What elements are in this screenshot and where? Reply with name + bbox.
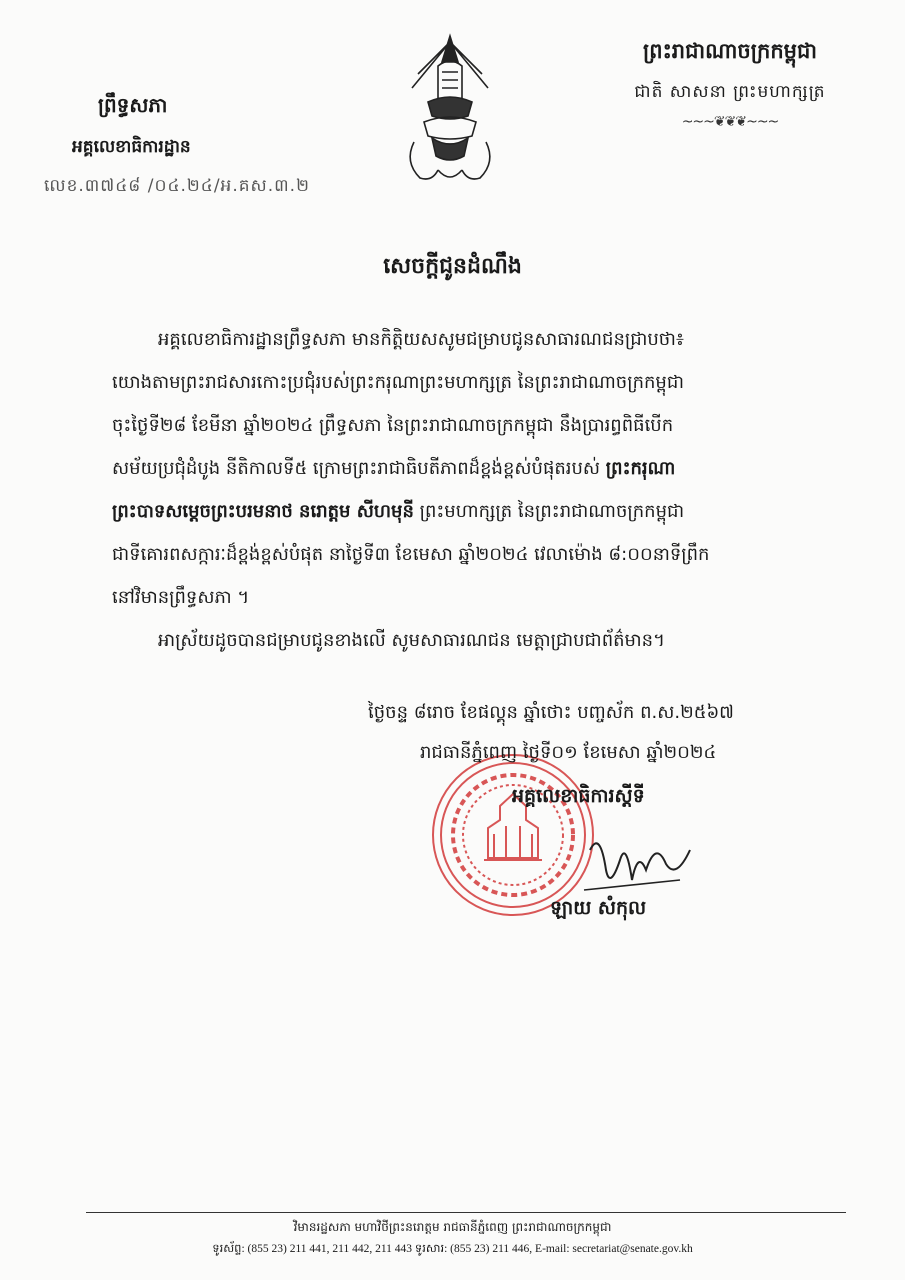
- reference-number: លេខ.៣៧៤៨ /០៤.២៤/អ.គស.៣.២: [44, 176, 310, 196]
- signatory-title: អគ្គលេខាធិការស្តីទី: [512, 785, 645, 807]
- footer: [0, 1216, 905, 1260]
- issue-date: រាជធានីភ្នំពេញ ថ្ងៃទី០១ ខែមេសា ឆ្នាំ២០២៤: [420, 742, 717, 763]
- org-name: ព្រឹទ្ធសភា: [98, 93, 168, 117]
- body-line-5-plain: ព្រះមហាក្សត្រ នៃព្រះរាជាណាចក្រកម្ពុជា: [413, 501, 685, 522]
- body-line-7: នៅវិមានព្រឹទ្ធសភា ។: [112, 587, 250, 608]
- body-line-3: ចុះថ្ងៃទី២៨ ខែមីនា ឆ្នាំ២០២៤ ព្រឹទ្ធសភា នៃព្រះរាជាណាចក្រកម្ពុជា នឹងប្រារព្ធពិធីបើក: [112, 415, 674, 436]
- ornament-divider: ~~~❦❦❦~~~: [681, 114, 779, 130]
- body-line-1: អគ្គលេខាធិការដ្ឋានព្រឹទ្ធសភា មានកិត្តិយសសូមជម្រាបជូនសាធារណជនជ្រាបថា៖: [158, 329, 684, 350]
- document-body: [112, 318, 844, 662]
- royal-emblem-icon: [398, 32, 502, 188]
- dept-name: អគ្គលេខាធិការដ្ឋាន: [72, 137, 191, 157]
- body-line-4-plain: សម័យប្រជុំដំបូង នីតិកាលទី៥ ក្រោមព្រះរាជាធិបតីភាពដ៏ខ្ពង់ខ្ពស់បំផុតរបស់: [112, 458, 606, 479]
- signatory-name: ឡាយ សំកុល: [550, 897, 647, 919]
- body-line-4: [112, 447, 844, 490]
- body-line-2: យោងតាមព្រះរាជសារកោះប្រជុំរបស់ព្រះករុណាព្រះមហាក្សត្រ នៃព្រះរាជាណាចក្រកម្ពុជា: [112, 372, 685, 393]
- national-motto: ជាតិ សាសនា ព្រះមហាក្សត្រ: [634, 82, 826, 102]
- body-line-8: អាស្រ័យដូចបានជម្រាបជូនខាងលើ សូមសាធារណជន មេត្តាជ្រាបជាព័ត៌មាន។: [158, 630, 665, 651]
- lunar-date: ថ្ងៃចន្ទ ៨រោច ខែផល្គុន ឆ្នាំថោះ បញ្ចស័ក ព.ស.២៥៦៧: [368, 702, 734, 723]
- kingdom-name: ព្រះរាជាណាចក្រកម្ពុជា: [642, 39, 817, 63]
- footer-address: វិមានរដ្ឋសភា មហាវិថីព្រះនរោត្តម រាជធានីភ្នំពេញ ព្រះរាជាណាចក្រកម្ពុជា: [293, 1220, 612, 1234]
- footer-contact: ទូរស័ព្ទ: (855 23) 211 441, 211 442, 211 443 ទូរសារ: (855 23) 211 446, E-mail: secretariat@senate.gov.kh: [212, 1243, 693, 1255]
- king-title: ព្រះករុណា: [605, 458, 676, 479]
- header-right: [600, 38, 860, 130]
- king-name: ព្រះបាទសម្តេចព្រះបរមនាថ នរោត្តម សីហមុនី: [112, 501, 414, 522]
- body-line-5: [112, 490, 844, 533]
- signature-block: [0, 700, 905, 940]
- body-line-6: ជាទីគោរពសក្ការៈដ៏ខ្ពង់ខ្ពស់បំផុត នាថ្ងៃទី៣ ខែមេសា ឆ្នាំ២០២៤ វេលាម៉ោង ៨:០០នាទីព្រឹក: [112, 544, 710, 565]
- document-title: សេចក្តីជូនដំណឹង: [383, 254, 522, 279]
- footer-divider: [86, 1212, 846, 1213]
- header-left: [44, 92, 372, 200]
